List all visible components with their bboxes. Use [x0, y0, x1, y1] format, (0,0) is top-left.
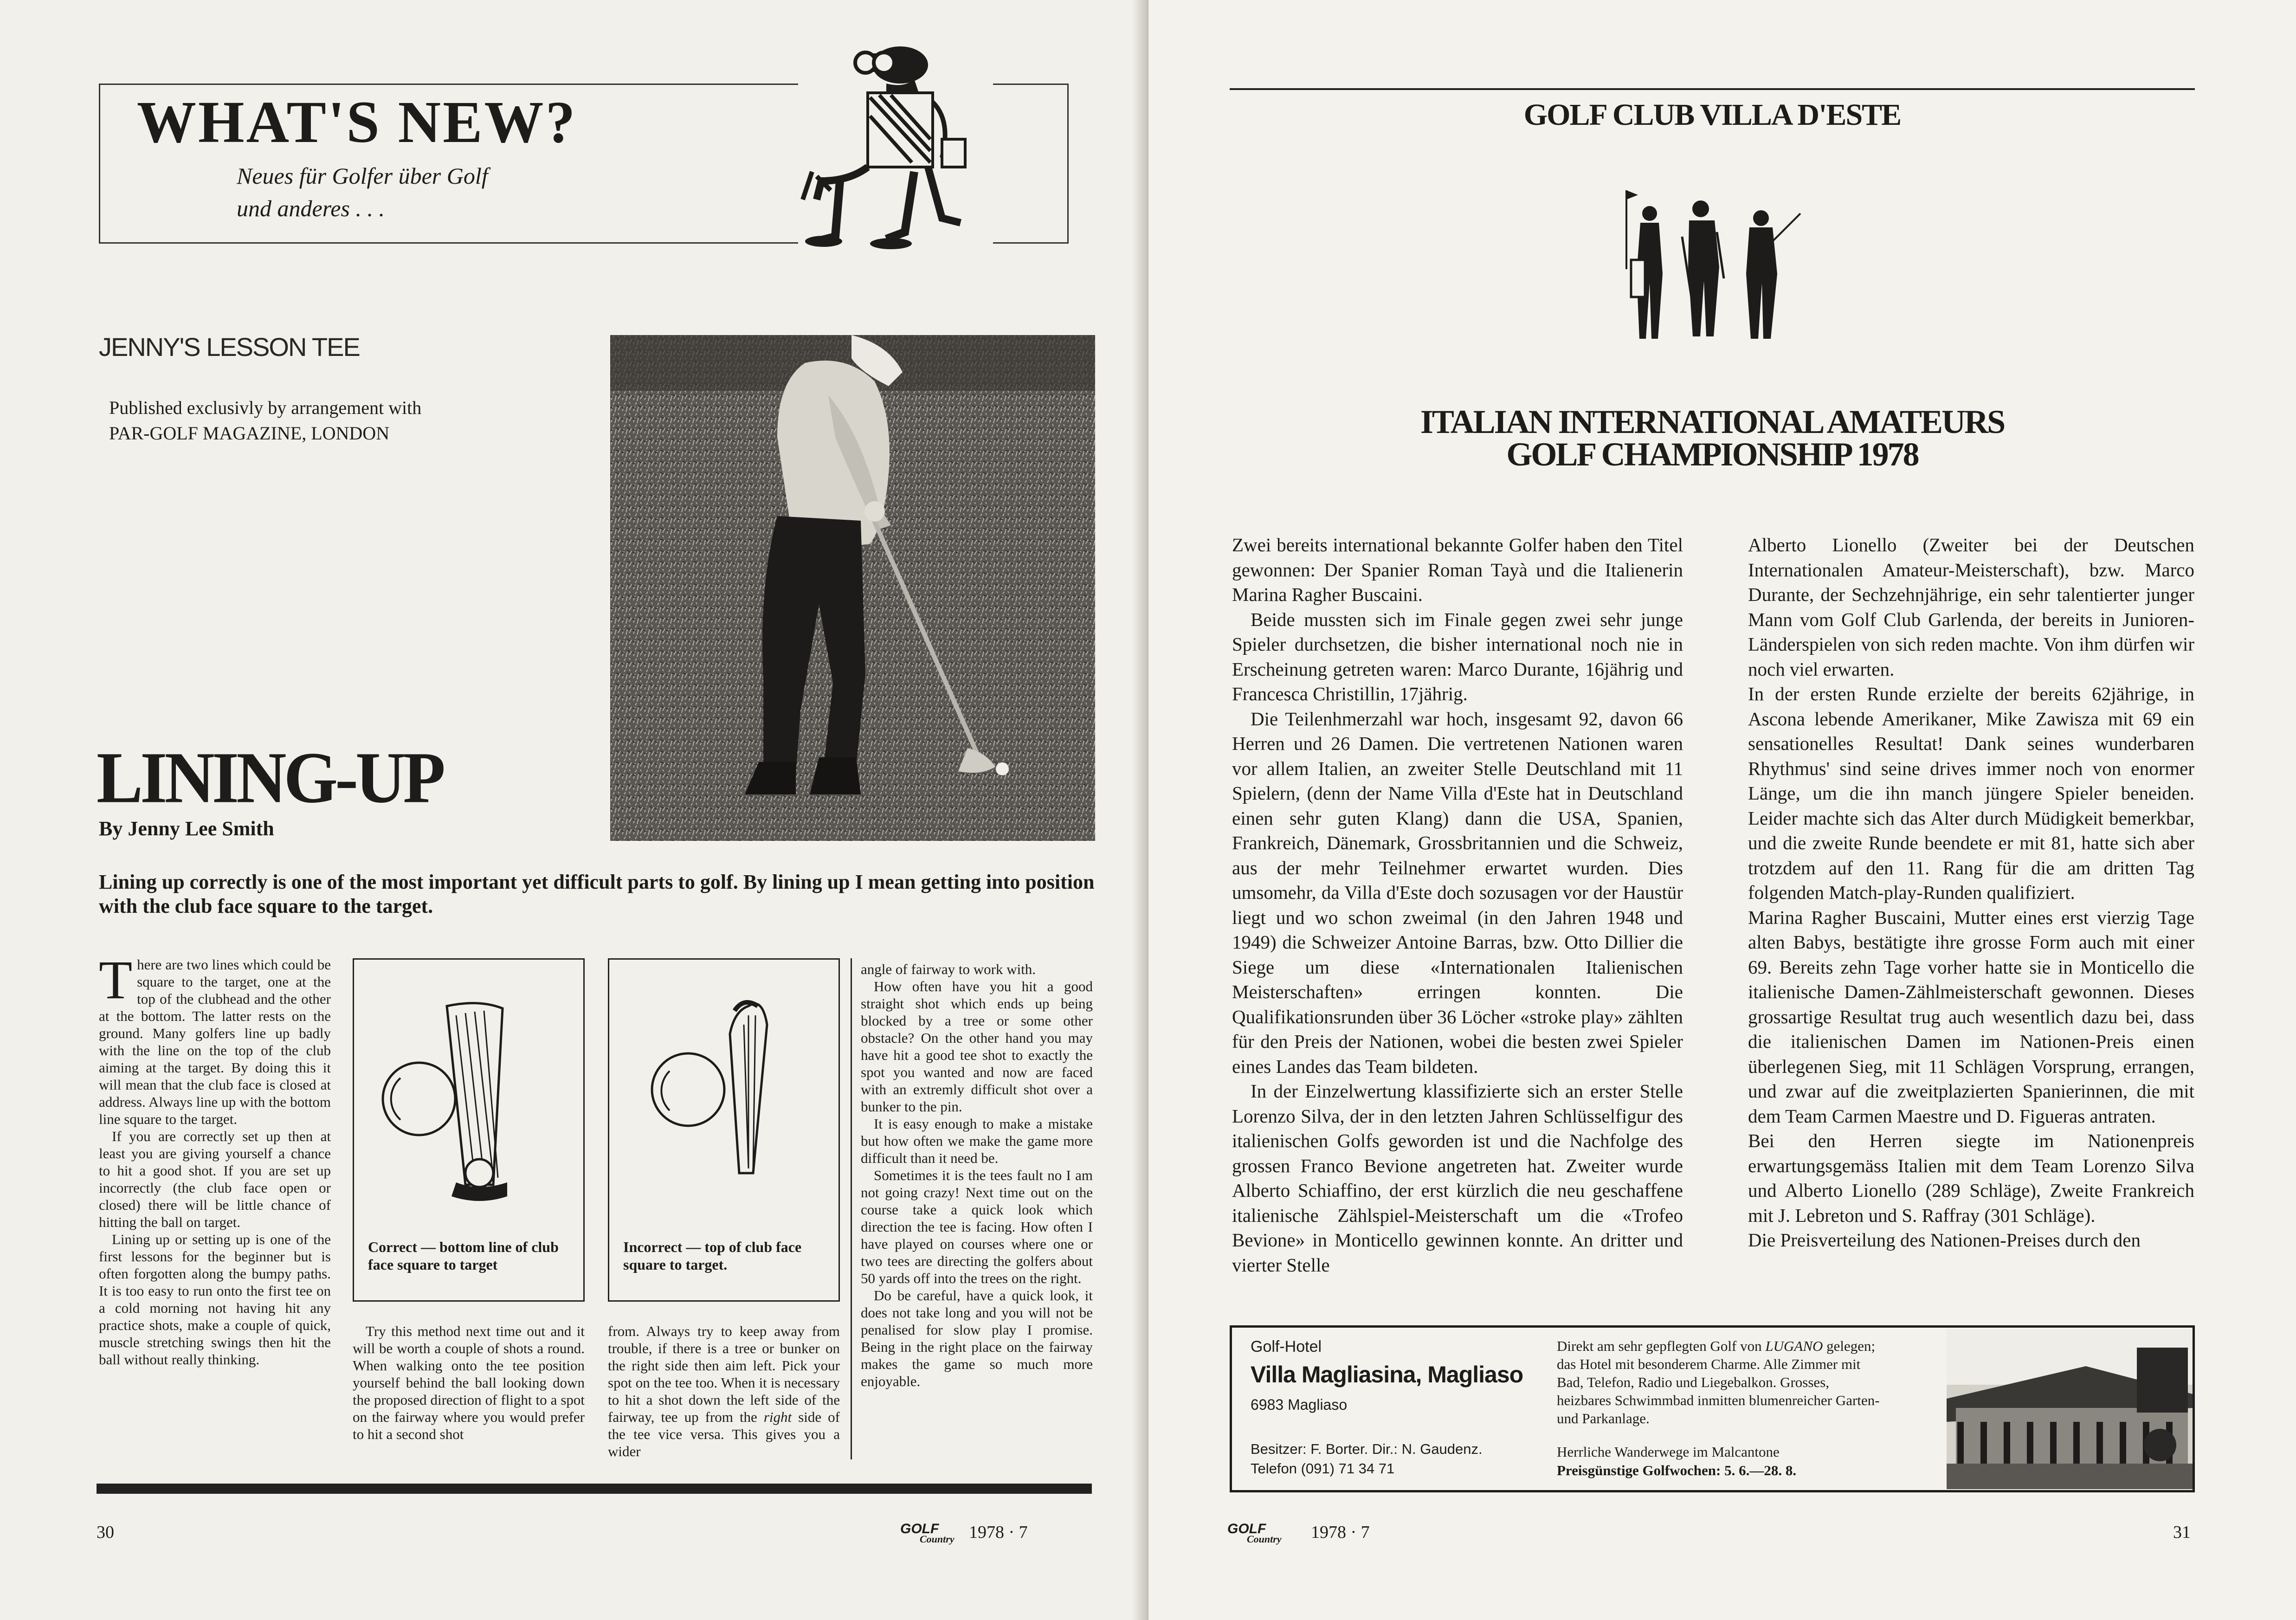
club-face-incorrect-diagram: [609, 978, 838, 1220]
drop-cap: T: [99, 949, 133, 1010]
hotel-photo: [1947, 1329, 2193, 1489]
magazine-logo-right: [1227, 1521, 1297, 1549]
report-paragraph-2: Beide mussten sich im Finale gegen zwei sehr junge Spieler durchsetzen, die bisher international noch nie in Erscheinung getreten waren: Marco Durante, 16jährig und Francesca Christillin, 17jährig.: [1232, 608, 1683, 704]
ad-golf-weeks: Preisgünstige Golfwochen: 5. 6.—28. 8.: [1557, 1462, 1797, 1478]
col4-paragraph-3: It is easy enough to make a mistake but how often we make the game more difficult than it need be.: [861, 1116, 1093, 1166]
diagram-correct-caption: Correct — bottom line of club face square to target: [368, 1239, 559, 1273]
issue-right: 1978 · 7: [1311, 1523, 1370, 1542]
ad-postal: 6983 Magliaso: [1251, 1396, 1348, 1413]
club-face-square-diagram: [354, 978, 583, 1220]
footer-thick-rule: [97, 1484, 1092, 1494]
article-lead: Lining up correctly is one of the most important yet difficult parts to golf. By lining up I mean getting into position with the club face square to the target.: [99, 871, 1095, 917]
ad-desc-after: gelegen; das Hotel mit besonderem Charme. Alle Zimmer mit Bad, Telefon, Radio und Liegebalkon. Grosses, heizbares Schwimmbad inmitten blumenreicher Garten- und Parkanlage.: [1557, 1338, 1880, 1426]
hotel-advertisement: [1230, 1325, 2195, 1492]
report-paragraph-6: In der ersten Runde erzielte der bereits 62jährige, in Ascona lebende Amerikaner, Mike Zawisza mit 69 ein sensationelles Resultat! Dank seines wunderbaren Rhythmus' sind seine drives immer noch von enormer Länge, um die ihn manch jüngere Spieler beneiden. Leider machte sich das Alter durch Müdigkeit bemerkbar, und die zweite Runde beendete er mit 81, hatte sich aber trotzdem auf den 11. Rang für die am dritten Tag folgenden Match-play-Runden qualifiziert.: [1748, 683, 2194, 903]
issue-left: 1978 · 7: [969, 1523, 1028, 1542]
article-byline: By Jenny Lee Smith: [99, 817, 274, 840]
top-rule: [1230, 88, 2195, 90]
whats-new-title: WHAT'S NEW?: [137, 89, 577, 155]
report-paragraph-4: In der Einzelwertung klassifizierte sich an erster Stelle Lorenzo Silva, der in den letzten Jahren Schlüsselfigur des italienischen Golfs geworden ist und die Nachfolge des grossen Franco Bevione angetreten hat. Zweiter wurde Alberto Schiaffino, der erst kürzlich die neu geschaffene italienische Zählspiel-Meisterschaft um die «Trofeo Bevione» in Monticello gewinnen konnte. An dritter und vierter Stelle: [1232, 1080, 1683, 1276]
ad-phone: Telefon (091) 71 34 71: [1251, 1460, 1395, 1477]
col3-text-italic: right: [763, 1409, 792, 1425]
report-paragraph-7: Marina Ragher Buscaini, Mutter eines erst vierzig Tage alten Babys, bestätigte ihre grosse Form auch mit einer 69. Bereits zehn Tage vorher hatte sie in Monticello die italienische Damen-Zählmeisterschaft gewonnen. Dieses grossartige Resultat trug auch wesentlich dazu bei, dass die italienischen Damen im Nationen-Preis einen überlegenen Sieg, mit 11 Schlägen Vorsprung, errangen, und zwar auf die zweitplazierten Spanierinnen, die mit dem Team Carmen Maestre und D. Figueras antraten.: [1748, 906, 2194, 1127]
diagram-correct-box: [353, 958, 585, 1302]
col3-text-after: side of the tee vice versa. This gives you a wider: [608, 1409, 840, 1459]
report-paragraph-3: Die Teilenhmerzahl war hoch, insgesamt 92, davon 66 Herren und 26 Damen. Die vertretenen Nationen waren vor allem Italien, an zweiter Stelle Deutschland mit 11 Spielern, (denn der Name Villa d'Este hat in Deutschland einen sehr guten Klang) dann die USA, Spanien, Frankreich, Dänemark, Grossbritannien und die Schweiz, aus der mehr Teilnehmer erwartet wurden. Dies umsomehr, da Villa d'Este doch sozusagen vor der Haustür liegt und wo schon zweimal (in den Jahren 1948 und 1949) die Schweizer Antoine Barras, bzw. Otto Dillier die Siege um diese «Internationalen Italienischen Meisterschaften» erringen konnten. Die Qualifikationsrunden über 36 Löcher «stroke play» zählten für den Preis der Nationen, wobei die besten zwei Spieler eines Landes das Team bildeten.: [1232, 708, 1683, 1077]
report-paragraph-1: Zwei bereits international bekannte Golfer haben den Titel gewonnen: Der Spanier Roman Tayà und die Italienerin Marina Ragher Buscaini.: [1232, 534, 1683, 605]
ad-desc-italic: LUGANO: [1765, 1338, 1823, 1354]
logo-golf-right: GOLF: [1227, 1521, 1266, 1536]
col2-paragraph: Try this method next time out and it will be worth a couple of shots a round. When walking onto the tee position yourself behind the ball looking down the proposed direction of flight to a spot on the fairway where you would prefer to hit a second shot: [353, 1323, 585, 1442]
page-number-left: 30: [97, 1523, 114, 1542]
championship-headline-2: GOLF CHAMPIONSHIP 1978: [1506, 436, 1918, 473]
report-column-right: [1748, 533, 2194, 1253]
col1-paragraph-2: If you are correctly set up then at least you are giving yourself a chance to hit a good shot. If you are set up incorrectly (the club face open or closed) there will be little chance of hitting the ball on target.: [99, 1128, 331, 1230]
whats-new-subtitle-1: Neues für Golfer über Golf: [237, 163, 488, 189]
club-title: GOLF CLUB VILLA D'ESTE: [1523, 98, 1901, 132]
report-paragraph-5: Alberto Lionello (Zweiter bei der Deutschen Internationalen Amateur-Meisterschaft), bzw. Marco Durante, der Sechzehnjährige, ein sehr talentierter junger Mann vom Golf Club Garlenda, der bereits in Junioren-Länderspielen von sich reden machte. Von ihm dürfen wir noch viel erwarten.: [1748, 534, 2194, 680]
credit-line-2: PAR-GOLF MAGAZINE, LONDON: [109, 423, 390, 444]
ad-label: Golf-Hotel: [1251, 1338, 1322, 1355]
ad-owner: Besitzer: F. Borter. Dir.: N. Gaudenz.: [1251, 1441, 1483, 1457]
col4-paragraph-2: How often have you hit a good straight shot which ends up being blocked by a tree or some other obstacle? On the other hand you may have hit a good tee shot to exactly the spot you wanted and now are faced with an extremly difficult shot over a bunker to the pin.: [861, 978, 1093, 1115]
page-number-right: 31: [2173, 1523, 2191, 1542]
report-column-left: [1232, 533, 1683, 1278]
col1-paragraph-3: Lining up or setting up is one of the first lessons for the beginner but is often forgotten along the bumpy paths. It is too easy to run onto the first tee on a cold morning not having hit any practice shots, make a couple of quick, muscle stretching swings then hit the ball without really thinking.: [99, 1231, 331, 1368]
logo-country-left: Country: [920, 1533, 955, 1545]
championship-headline-1: ITALIAN INTERNATIONAL AMATEURS: [1420, 403, 2005, 440]
left-page: [0, 0, 1144, 1620]
col4-paragraph-5: Do be careful, have a quick look, it does not take long and you will not be penalised for slow play I promise. Being in the right place on the fairway makes the game so much more enjoyable.: [861, 1287, 1093, 1389]
report-paragraph-8: Bei den Herren siegte im Nationenpreis erwartungsgemäss Italien mit dem Team Lorenzo Silva und Alberto Lionello (289 Schläge), Zweite Frankreich mit J. Lebreton und S. Raffray (301 Schläge).: [1748, 1130, 2194, 1226]
logo-golf-left: GOLF: [900, 1521, 939, 1536]
col3-text-before: from. Always try to keep away from trouble, if there is a tree or bunker on the right side then aim left. Pick your spot on the tee too. When it is necessary to hit a shot down the left side of the fairway, tee up from the: [608, 1323, 840, 1425]
right-page: [1148, 0, 2296, 1620]
report-paragraph-9: Die Preisverteilung des Nationen-Preises durch den: [1748, 1229, 2141, 1251]
col1-paragraph-1: here are two lines which could be square to the target, one at the top of the clubhead and the other at the bottom. The latter rests on the ground. Many golfers line up badly with the line on the top of the club aiming at the target. By doing this it will mean that the club face is closed at address. Always line up with the bottom line square to the target.: [99, 956, 331, 1127]
article-column-4: [861, 961, 1093, 1390]
three-golfers-illustration: [1612, 181, 1807, 357]
magazine-logo-left: [900, 1521, 961, 1549]
ad-description: [1557, 1337, 1882, 1427]
article-column-1: [99, 949, 331, 1368]
article-column-3: [608, 1323, 840, 1460]
ad-walks: Herrliche Wanderwege im Malcantone: [1557, 1444, 1780, 1460]
article-headline: LINING-UP: [97, 737, 443, 819]
ad-hotel-name: Villa Magliasina, Magliaso: [1251, 1362, 1523, 1388]
lesson-tee-kicker: JENNY'S LESSON TEE: [99, 332, 360, 361]
golfer-photo: [610, 335, 1095, 841]
col4-paragraph-1: angle of fairway to work with.: [861, 961, 1036, 977]
column-divider: [851, 958, 852, 1459]
logo-country-right: Country: [1247, 1533, 1282, 1545]
diagram-incorrect-caption: Incorrect — top of club face square to target.: [623, 1239, 802, 1273]
article-column-2: [353, 1323, 585, 1443]
binoculars-cartoon-illustration: [798, 32, 993, 251]
credit-line-1: Published exclusivly by arrangement with: [109, 397, 422, 418]
diagram-incorrect-box: [608, 958, 840, 1302]
whats-new-subtitle-2: und anderes . . .: [237, 195, 385, 221]
col4-paragraph-4: Sometimes it is the tees fault no I am not going crazy! Next time out on the course take a quick look which direction the tee is facing. How often I have played on courses where one or two tees are directing the golfers about 50 yards off into the trees on the right.: [861, 1167, 1093, 1286]
ad-desc-before: Direkt am sehr gepflegten Golf von: [1557, 1338, 1766, 1354]
